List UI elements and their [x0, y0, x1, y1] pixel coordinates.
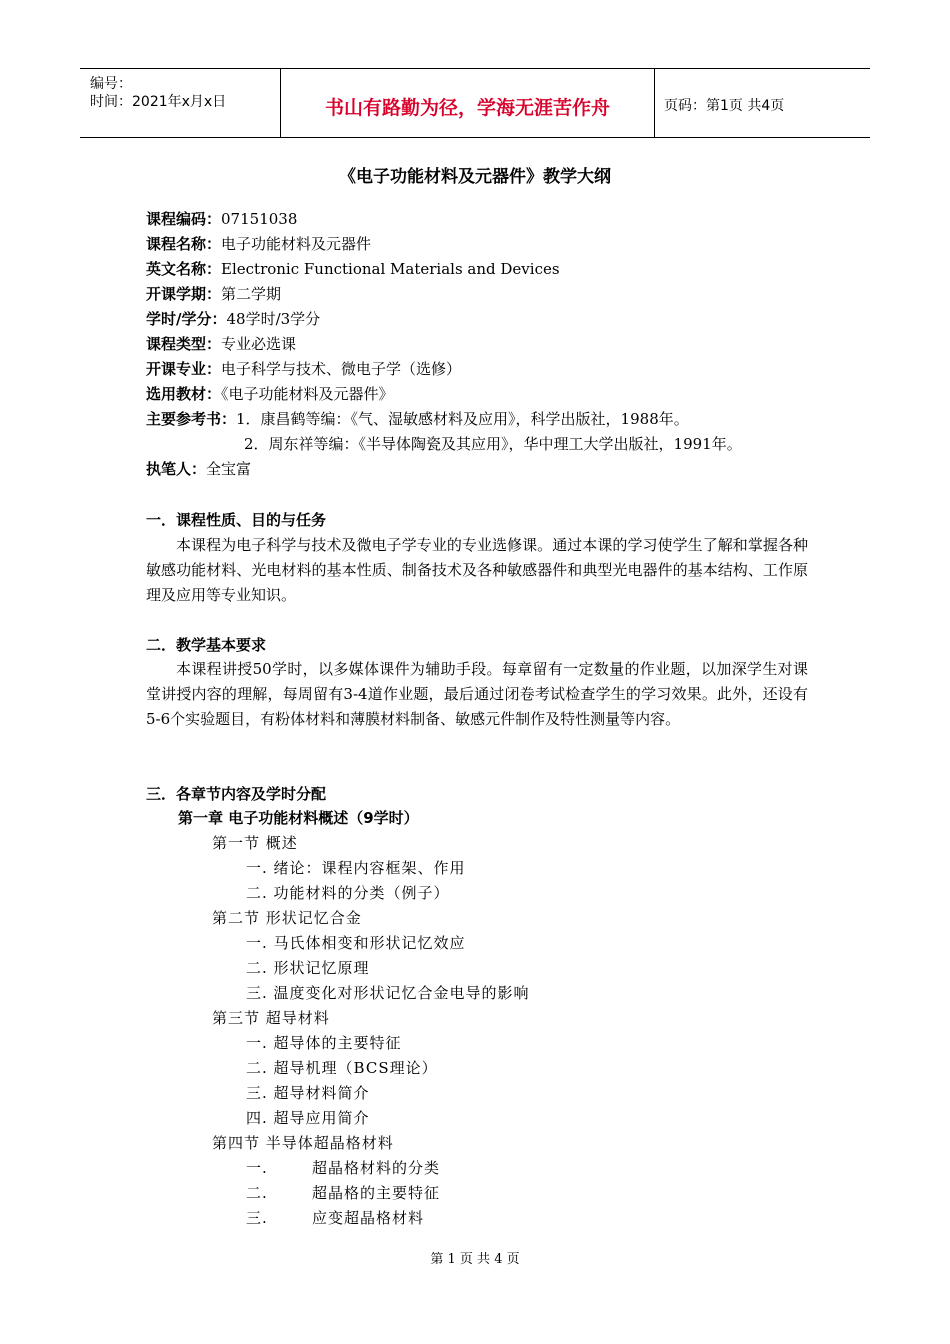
outline-item: 二. 超导机理（BCS理论） [246, 1059, 438, 1077]
outline-item: 三. 超导材料简介 [246, 1084, 370, 1102]
meta-label: 选用教材： [146, 385, 222, 403]
meta-row [146, 409, 689, 429]
meta-label: 课程编码： [146, 210, 222, 228]
meta-value: 电子科学与技术、微电子学（选修） [221, 360, 462, 378]
outline-item: 四. 超导应用简介 [246, 1109, 370, 1127]
outline-item-number: 三. [246, 1209, 268, 1227]
doc-code-label: 编号： [90, 76, 132, 92]
outline-item: 一. 马氏体相变和形状记忆效应 [246, 934, 466, 952]
meta-row [146, 359, 461, 379]
meta-row [146, 309, 320, 329]
meta-label: 开课学期： [146, 285, 222, 303]
outline-item-text: 超晶格材料的分类 [312, 1159, 441, 1177]
meta-row [146, 259, 560, 279]
meta-label: 课程名称： [146, 235, 222, 253]
outline-item [246, 1208, 424, 1228]
meta-label: 开课专业： [146, 360, 222, 378]
outline-section: 第一节 概述 [212, 834, 298, 852]
meta-value: 第二学期 [221, 285, 282, 303]
outline-item: 二. 功能材料的分类（例子） [246, 884, 450, 902]
meta-label: 英文名称： [146, 260, 222, 278]
meta-value: 07151038 [221, 210, 298, 228]
meta-label: 主要参考书： [146, 410, 237, 428]
outline-item: 一. 绪论：课程内容框架、作用 [246, 859, 466, 877]
section-1-body: 本课程为电子科学与技术及微电子学专业的专业选修课。通过本课的学习使学生了解和掌握各种敏感功能材料、光电材料的基本性质、制备技术及各种敏感器件和典型光电器件的基本结构、工作原理及应用等专业知识。 [146, 536, 808, 604]
meta-row [146, 334, 296, 354]
meta-value: 2．周东祥等编：《半导体陶瓷及其应用》，华中理工大学出版社，1991年。 [244, 435, 742, 453]
page-footer: 第 1 页 共 4 页 [430, 1252, 520, 1267]
outline-item: 一. 超导体的主要特征 [246, 1034, 402, 1052]
outline-item [246, 1158, 440, 1178]
section-2-title: 二．教学基本要求 [146, 636, 267, 654]
outline-item: 三. 温度变化对形状记忆合金电导的影响 [246, 984, 530, 1002]
section-2-body: 本课程讲授50学时，以多媒体课件为辅助手段。每章留有一定数量的作业题，以加深学生对课堂讲授内容的理解，每周留有3-4道作业题，最后通过闭卷考试检查学生的学习效果。此外，还设有5-6个实验题目，有粉体材料和薄膜材料制备、敏感元件制作及特性测量等内容。 [146, 660, 808, 728]
outline-item-number: 一. [246, 1159, 268, 1177]
meta-value: 全宝富 [206, 460, 252, 478]
meta-row [146, 209, 297, 229]
meta-value: 《电子功能材料及元器件》 [221, 385, 394, 403]
doc-time: 时间：2021年x月x日 [90, 94, 227, 110]
section-3-title: 三．各章节内容及学时分配 [146, 785, 327, 803]
header-page-info: 页码：第1页 共4页 [664, 98, 785, 114]
meta-value: 电子功能材料及元器件 [221, 235, 372, 253]
header-motto-cell [280, 69, 655, 137]
meta-row [146, 284, 281, 304]
meta-label: 课程类型： [146, 335, 222, 353]
meta-label: 学时/学分： [146, 310, 227, 328]
outline-item-text: 应变超晶格材料 [312, 1209, 425, 1227]
header-page-cell [654, 69, 870, 137]
meta-row [146, 234, 371, 254]
meta-row [146, 459, 251, 479]
outline-item [246, 1183, 440, 1203]
meta-value: 48学时/3学分 [226, 310, 321, 328]
meta-row [244, 434, 742, 454]
document-title: 《电子功能材料及元器件》教学大纲 [339, 167, 611, 187]
section-1-title: 一．课程性质、目的与任务 [146, 511, 327, 529]
meta-value: 1．康昌鹤等编：《气、湿敏感材料及应用》，科学出版社，1988年。 [236, 410, 689, 428]
header-left-cell [80, 69, 280, 137]
outline-section: 第四节 半导体超晶格材料 [212, 1134, 394, 1152]
meta-value: 专业必选课 [221, 335, 297, 353]
outline-item-text: 超晶格的主要特征 [312, 1184, 441, 1202]
outline-section: 第三节 超导材料 [212, 1009, 330, 1027]
outline-item-number: 二. [246, 1184, 268, 1202]
outline-item: 二. 形状记忆原理 [246, 959, 370, 977]
meta-label: 执笔人： [146, 460, 207, 478]
chapter-1-title: 第一章 电子功能材料概述（9学时） [178, 809, 419, 827]
page-header [80, 68, 870, 138]
meta-row [146, 384, 394, 404]
meta-value: Electronic Functional Materials and Devices [221, 260, 560, 278]
header-motto: 书山有路勤为径，学海无涯苦作舟 [324, 97, 610, 119]
outline-section: 第二节 形状记忆合金 [212, 909, 362, 927]
